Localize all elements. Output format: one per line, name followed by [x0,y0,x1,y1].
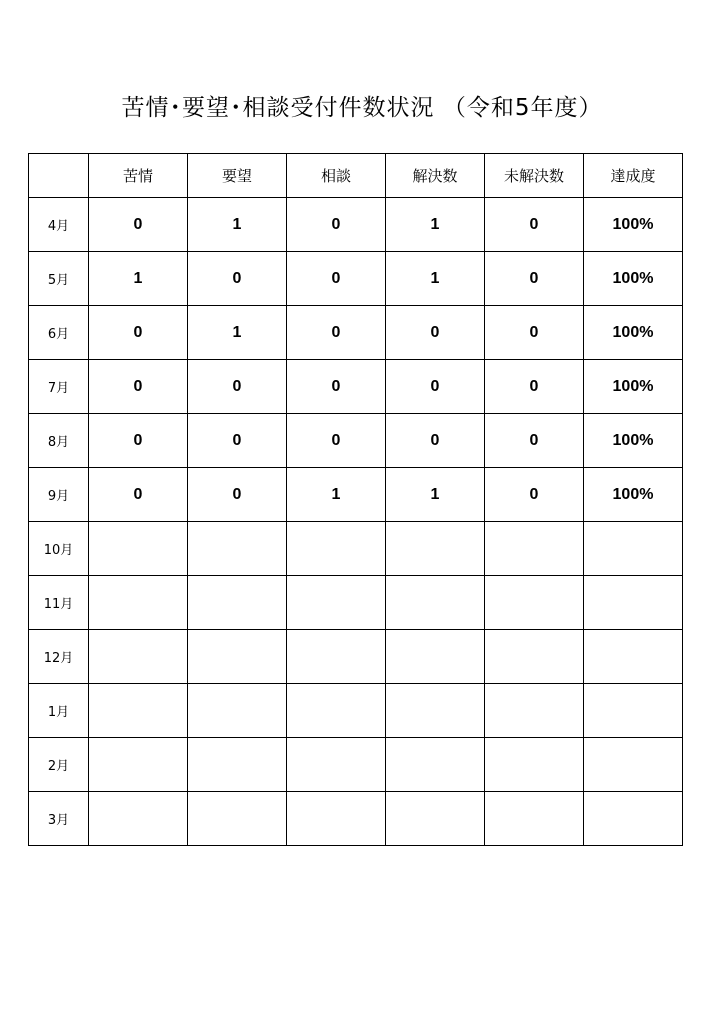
header-achievement-rate: 達成度 [584,154,683,198]
unresolved-cell: 0 [485,414,584,468]
unresolved-cell [485,738,584,792]
complaints-cell: 0 [89,360,188,414]
table-row [29,738,683,792]
header-corner-cell [29,154,89,198]
requests-cell: 0 [188,360,287,414]
month-label: 10月 [29,522,89,576]
header-resolved: 解決数 [386,154,485,198]
table-row [29,414,683,468]
requests-cell [188,792,287,846]
resolved-cell [386,522,485,576]
unresolved-cell: 0 [485,468,584,522]
table-header-row [29,154,683,198]
complaints-cell [89,576,188,630]
consultations-cell [287,630,386,684]
table-body [29,198,683,846]
complaints-cell: 0 [89,414,188,468]
resolved-cell: 0 [386,306,485,360]
table-row [29,252,683,306]
unresolved-cell [485,522,584,576]
page-title: 苦情･要望･相談受付件数状況 （令和5年度） [121,95,603,121]
resolved-cell [386,792,485,846]
complaints-cell [89,738,188,792]
consultations-cell [287,684,386,738]
table-row [29,198,683,252]
achievement-rate-cell [584,792,683,846]
table-row [29,360,683,414]
table-row [29,468,683,522]
achievement-rate-cell [584,576,683,630]
achievement-rate-cell [584,684,683,738]
achievement-rate-cell [584,630,683,684]
month-label: 7月 [29,360,89,414]
month-label: 1月 [29,684,89,738]
consultations-cell [287,576,386,630]
complaints-status-table [28,153,683,846]
consultations-cell: 1 [287,468,386,522]
month-label: 4月 [29,198,89,252]
month-label: 2月 [29,738,89,792]
achievement-rate-cell: 100% [584,252,683,306]
table-row [29,522,683,576]
month-label: 3月 [29,792,89,846]
resolved-cell: 1 [386,468,485,522]
consultations-cell: 0 [287,414,386,468]
requests-cell: 0 [188,468,287,522]
requests-cell: 0 [188,414,287,468]
header-consultations: 相談 [287,154,386,198]
complaints-cell: 1 [89,252,188,306]
unresolved-cell: 0 [485,252,584,306]
month-label: 12月 [29,630,89,684]
month-label: 5月 [29,252,89,306]
table-row [29,684,683,738]
header-complaints: 苦情 [89,154,188,198]
month-label: 6月 [29,306,89,360]
consultations-cell [287,522,386,576]
complaints-cell: 0 [89,306,188,360]
resolved-cell [386,576,485,630]
consultations-cell: 0 [287,198,386,252]
unresolved-cell: 0 [485,198,584,252]
requests-cell [188,684,287,738]
resolved-cell [386,738,485,792]
table-row [29,576,683,630]
table-row [29,306,683,360]
month-label: 11月 [29,576,89,630]
consultations-cell: 0 [287,360,386,414]
unresolved-cell [485,630,584,684]
table-row [29,792,683,846]
unresolved-cell [485,576,584,630]
complaints-cell [89,522,188,576]
unresolved-cell: 0 [485,306,584,360]
achievement-rate-cell: 100% [584,306,683,360]
resolved-cell: 1 [386,198,485,252]
requests-cell [188,522,287,576]
consultations-cell: 0 [287,306,386,360]
achievement-rate-cell: 100% [584,198,683,252]
achievement-rate-cell: 100% [584,468,683,522]
resolved-cell: 1 [386,252,485,306]
achievement-rate-cell: 100% [584,360,683,414]
requests-cell: 1 [188,198,287,252]
unresolved-cell: 0 [485,360,584,414]
resolved-cell [386,684,485,738]
consultations-cell: 0 [287,252,386,306]
month-label: 8月 [29,414,89,468]
resolved-cell: 0 [386,414,485,468]
achievement-rate-cell [584,522,683,576]
requests-cell [188,576,287,630]
requests-cell: 1 [188,306,287,360]
consultations-cell [287,738,386,792]
month-label: 9月 [29,468,89,522]
requests-cell: 0 [188,252,287,306]
complaints-cell [89,630,188,684]
table-row [29,630,683,684]
resolved-cell [386,630,485,684]
achievement-rate-cell [584,738,683,792]
complaints-cell [89,792,188,846]
complaints-cell: 0 [89,198,188,252]
resolved-cell: 0 [386,360,485,414]
complaints-cell: 0 [89,468,188,522]
unresolved-cell [485,684,584,738]
header-requests: 要望 [188,154,287,198]
header-unresolved: 未解決数 [485,154,584,198]
achievement-rate-cell: 100% [584,414,683,468]
requests-cell [188,738,287,792]
requests-cell [188,630,287,684]
complaints-cell [89,684,188,738]
consultations-cell [287,792,386,846]
unresolved-cell [485,792,584,846]
